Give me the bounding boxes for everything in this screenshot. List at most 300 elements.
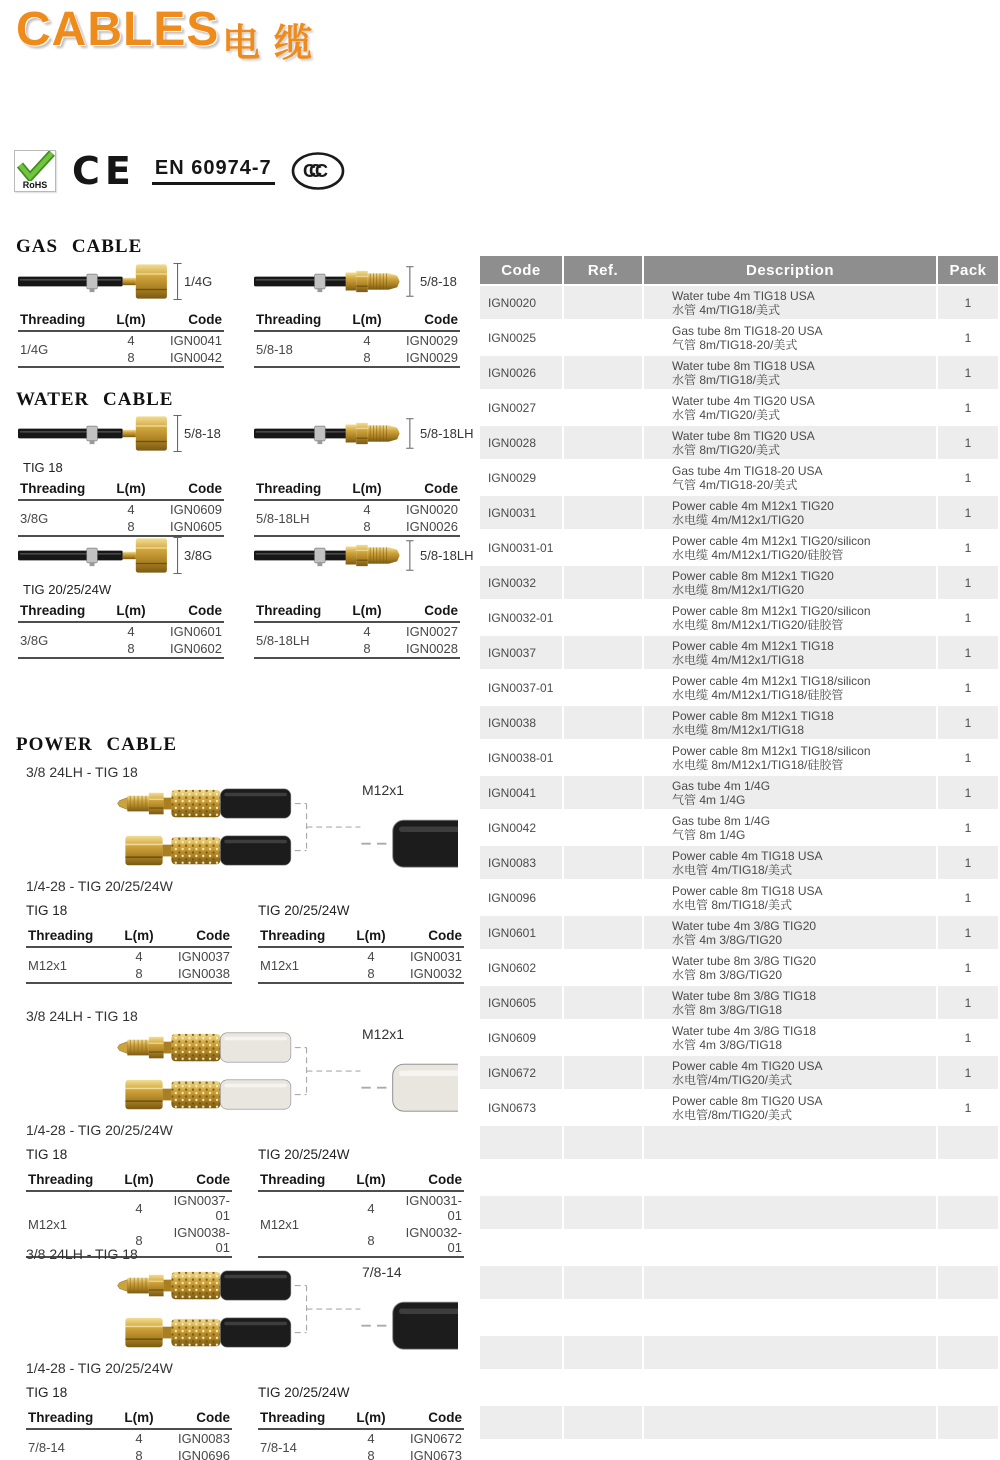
cell-pack: 1 [938, 601, 998, 634]
table-row: 7/8-14 4 IGN0083 [26, 1429, 232, 1447]
catalog-panel [478, 254, 1000, 1460]
cable-male-fitting-image [254, 260, 434, 303]
cell-code: IGN0032 [480, 566, 562, 599]
cell-code: IGN0041 [480, 776, 562, 809]
product-code: IGN0673 [409, 1448, 462, 1460]
description-en: Water tube 4m 3/8G TIG20 [672, 918, 817, 933]
description-en: Power cable 8m M12x1 TIG18/silicon [672, 743, 871, 758]
mini-table: Threading L(m) Code M12x1 4 IGN0031 8 IGN0032 [258, 927, 464, 984]
product-panel [18, 412, 244, 537]
table-caption: TIG 20/25/24W [258, 1147, 350, 1162]
catalog-body [480, 286, 998, 1460]
cell-pack: 1 [938, 671, 998, 704]
description-zh: 水电缆 8m/M12x1/TIG20 [672, 582, 805, 597]
certification-row [14, 148, 345, 194]
cell-ref [564, 566, 642, 599]
description-en: Gas tube 8m 1/4G [672, 813, 771, 828]
description-en: Water tube 4m TIG18 USA [672, 288, 815, 303]
table-row: 8 IGN0038 [135, 966, 230, 981]
cell-ref [564, 601, 642, 634]
cell-code: IGN0026 [480, 356, 562, 389]
table-row-empty [480, 1371, 998, 1404]
mini-table: Threading L(m) Code 3/8G 4 IGN0609 8 IGN0605 [18, 480, 224, 537]
cell-ref [564, 1091, 642, 1124]
table-row-empty [480, 1266, 998, 1299]
product-code: IGN0601 [169, 624, 222, 639]
mini-table: Threading L(m) Code 5/8-18 4 IGN0029 8 IGN0029 [254, 311, 460, 368]
cell-ref [564, 986, 642, 1019]
product-code: IGN0609 [169, 502, 222, 517]
power-cable-group [16, 1246, 474, 1460]
cell-ref [564, 1021, 642, 1054]
product-code: IGN0031 [409, 949, 462, 964]
cable-image [18, 412, 244, 460]
page-title: CABLES [16, 3, 220, 56]
cell-description [644, 531, 936, 564]
section-heading-water: WATER CABLE [16, 389, 174, 410]
table-row [480, 356, 998, 389]
cell-code: IGN0038 [480, 706, 562, 739]
cell-ref [564, 636, 642, 669]
table-row [480, 1091, 998, 1124]
cell-pack: 1 [938, 706, 998, 739]
description-en: Power cable 8m M12x1 TIG18 [672, 708, 834, 723]
description-en: Power cable 8m TIG20 USA [672, 1093, 823, 1108]
table-row [480, 531, 998, 564]
fitting-label-top: 3/8 24LH - TIG 18 [26, 764, 138, 780]
cell-description [644, 811, 936, 844]
product-code: IGN0038 [177, 966, 230, 981]
mini-table: Threading L(m) Code 7/8-14 4 IGN0083 8 IGN0696 [26, 1409, 232, 1460]
torch-caption [254, 582, 480, 599]
table-row: 8 IGN0605 [127, 519, 222, 534]
table-row: 3/8G 4 IGN0601 [18, 622, 224, 640]
mini-table: Threading L(m) Code M12x1 4 IGN0037-01 8 IGN0038-01 [26, 1171, 232, 1258]
table-row-empty [480, 1301, 998, 1334]
fitting-label: 5/8-18 [420, 274, 457, 289]
table-row: M12x1 4 IGN0031 [258, 947, 464, 965]
cable-image [18, 260, 244, 308]
cell-pack: 1 [938, 391, 998, 424]
ccc-icon [291, 151, 345, 191]
description-zh: 水电缆 8m/M12x1/TIG20/硅胶管 [672, 617, 844, 632]
table-row [480, 951, 998, 984]
fitting-label: 5/8-18LH [420, 426, 474, 441]
table-row-empty [480, 1231, 998, 1264]
threading-value: M12x1 [28, 1216, 68, 1232]
product-panel [254, 412, 480, 537]
cell-code: IGN0609 [480, 1021, 562, 1054]
cell-code: IGN0038-01 [480, 741, 562, 774]
description-en: Water tube 8m TIG20 USA [672, 428, 815, 443]
mini-table: Threading L(m) Code 1/4G 4 IGN0041 8 IGN0042 [18, 311, 224, 368]
table-row [480, 881, 998, 914]
fitting-label-top: 3/8 24LH - TIG 18 [26, 1008, 138, 1024]
cell-ref [564, 881, 642, 914]
cell-ref [564, 741, 642, 774]
fitting-label-bottom: 1/4-28 - TIG 20/25/24W [26, 878, 173, 894]
table-row-empty [480, 1441, 998, 1460]
cell-ref [564, 286, 642, 319]
cell-pack: 1 [938, 426, 998, 459]
cell-pack: 1 [938, 496, 998, 529]
description-zh: 气管 4m 1/4G [672, 792, 746, 807]
description-en: Power cable 4m M12x1 TIG18 [672, 638, 834, 653]
description-en: Power cable 8m TIG18 USA [672, 883, 823, 898]
cable-image [18, 534, 244, 582]
table-row: 8 IGN0602 [127, 641, 222, 656]
cell-ref [564, 321, 642, 354]
product-code: IGN0032-01 [405, 1225, 462, 1255]
cell-ref [564, 356, 642, 389]
table-row: 3/8G 4 IGN0609 [18, 500, 224, 518]
cell-ref [564, 846, 642, 879]
fitting-label: 5/8-18LH [420, 548, 474, 563]
mini-table: Threading L(m) Code 3/8G 4 IGN0601 8 IGN0602 [18, 602, 224, 659]
cell-pack: 1 [938, 741, 998, 774]
column-header-code: Code [480, 256, 562, 284]
cell-ref [564, 531, 642, 564]
table-row [480, 1056, 998, 1089]
table-row [480, 741, 998, 774]
table-row: 8 IGN0032-01 [367, 1225, 462, 1255]
table-row [480, 846, 998, 879]
threading-value: 7/8-14 [260, 1439, 297, 1455]
product-code: IGN0026 [405, 519, 458, 534]
description-zh: 水管 8m 3/8G/TIG20 [672, 967, 783, 982]
product-code: IGN0020 [405, 502, 458, 517]
description-zh: 气管 8m 1/4G [672, 827, 746, 842]
table-row [480, 321, 998, 354]
cell-ref [564, 426, 642, 459]
cell-ref [564, 1056, 642, 1089]
cell-description [644, 881, 936, 914]
cell-description [644, 356, 936, 389]
table-caption: TIG 20/25/24W [258, 1385, 350, 1400]
power-cable-group [16, 764, 474, 996]
table-row [480, 426, 998, 459]
table-row [480, 706, 998, 739]
cell-pack: 1 [938, 356, 998, 389]
table-row: 5/8-18 4 IGN0029 [254, 331, 460, 349]
cell-pack: 1 [938, 776, 998, 809]
cell-code: IGN0032-01 [480, 601, 562, 634]
power-cable-group [16, 1008, 474, 1255]
fitting-label-right: 7/8-14 [362, 1264, 402, 1280]
cable-hex-fitting-image [18, 534, 198, 577]
cell-code: IGN0020 [480, 286, 562, 319]
rohs-label: RoHS [22, 180, 48, 190]
cell-description [644, 286, 936, 319]
table-row: 8 IGN0696 [26, 1447, 232, 1460]
mini-table: Threading L(m) Code 5/8-18LH 4 IGN0020 8 IGN0026 [254, 480, 460, 537]
product-code: IGN0672 [409, 1431, 462, 1446]
threading-value: 5/8-18LH [256, 510, 310, 526]
table-row [480, 776, 998, 809]
column-header-ref: Ref. [564, 256, 642, 284]
cell-ref [564, 776, 642, 809]
table-row: M12x1 4 IGN0037-01 [26, 1191, 232, 1224]
cable-hex-fitting-image [18, 260, 198, 303]
mini-table: Threading L(m) Code 7/8-14 4 IGN0672 8 IGN0673 [258, 1409, 464, 1460]
threading-value: M12x1 [28, 957, 68, 973]
description-zh: 水电缆 4m/M12x1/TIG20/硅胶管 [672, 547, 844, 562]
cell-description [644, 1056, 936, 1089]
threading-value: 7/8-14 [28, 1439, 65, 1455]
product-code: IGN0041 [169, 333, 222, 348]
cell-description [644, 426, 936, 459]
fitting-label: 3/8G [184, 548, 213, 563]
description-en: Water tube 4m 3/8G TIG18 [672, 1023, 817, 1038]
cell-pack: 1 [938, 951, 998, 984]
description-en: Power cable 4m TIG20 USA [672, 1058, 823, 1073]
description-en: Power cable 8m M12x1 TIG20 [672, 568, 834, 583]
cell-description [644, 916, 936, 949]
cell-description [644, 391, 936, 424]
table-row [480, 916, 998, 949]
description-en: Water tube 8m 3/8G TIG18 [672, 988, 817, 1003]
cell-code: IGN0096 [480, 881, 562, 914]
table-row-empty [480, 1126, 998, 1159]
cell-description [644, 461, 936, 494]
description-en: Water tube 8m TIG18 USA [672, 358, 815, 373]
cell-code: IGN0028 [480, 426, 562, 459]
cable-image [254, 260, 480, 308]
description-zh: 水管 4m 3/8G/TIG18 [672, 1037, 783, 1052]
mini-table: Threading L(m) Code 5/8-18LH 4 IGN0027 8 IGN0028 [254, 602, 460, 659]
cell-code: IGN0029 [480, 461, 562, 494]
table-row: M12x1 4 IGN0031-01 [258, 1191, 464, 1224]
page-title-chinese: 电缆 [222, 23, 327, 65]
cell-ref [564, 951, 642, 984]
table-row: 8 IGN0042 [127, 350, 222, 365]
cell-pack: 1 [938, 986, 998, 1019]
en-standard-label: EN 60974-7 [152, 157, 275, 185]
table-row: 8 IGN0038-01 [135, 1225, 230, 1255]
ce-mark-icon: CE [72, 149, 136, 193]
product-panel [254, 534, 480, 659]
cell-description [644, 986, 936, 1019]
fitting-label-bottom: 1/4-28 - TIG 20/25/24W [26, 1122, 173, 1138]
cell-pack: 1 [938, 321, 998, 354]
fitting-label-top: 3/8 24LH - TIG 18 [26, 1246, 138, 1262]
threading-value: 3/8G [20, 632, 49, 648]
cell-pack: 1 [938, 286, 998, 319]
cell-description [644, 496, 936, 529]
cell-description [644, 846, 936, 879]
product-panel [18, 534, 244, 659]
table-row [480, 496, 998, 529]
cell-code: IGN0031-01 [480, 531, 562, 564]
cell-code: IGN0025 [480, 321, 562, 354]
cell-pack: 1 [938, 566, 998, 599]
cell-description [644, 706, 936, 739]
description-en: Gas tube 4m 1/4G [672, 778, 771, 793]
table-row [480, 461, 998, 494]
description-zh: 水电管 4m/TIG18/美式 [672, 862, 793, 877]
fitting-label-bottom: 1/4-28 - TIG 20/25/24W [26, 1360, 173, 1376]
fitting-label-right: M12x1 [362, 782, 405, 798]
check-icon [15, 151, 55, 181]
section-heading-gas: GAS CABLE [16, 236, 143, 257]
cable-hex-fitting-image [18, 412, 198, 455]
cell-ref [564, 461, 642, 494]
cell-description [644, 1021, 936, 1054]
product-panel [18, 260, 244, 368]
description-zh: 水电管/4m/TIG20/美式 [672, 1072, 793, 1087]
threading-value: 1/4G [20, 341, 49, 357]
torch-caption: TIG 20/25/24W [23, 582, 112, 597]
cell-description [644, 321, 936, 354]
section-heading-power: POWER CABLE [16, 734, 177, 755]
column-header-pack: Pack [938, 256, 998, 284]
power-cable-groups [16, 764, 478, 1460]
cell-description [644, 951, 936, 984]
product-code: IGN0029 [405, 333, 458, 348]
cable-male-fitting-image [254, 412, 434, 455]
table-caption: TIG 18 [26, 1147, 68, 1162]
cell-ref [564, 811, 642, 844]
product-code: IGN0038-01 [173, 1225, 230, 1255]
description-en: Power cable 4m TIG18 USA [672, 848, 823, 863]
cell-code: IGN0602 [480, 951, 562, 984]
cell-ref [564, 706, 642, 739]
fitting-label: 1/4G [184, 274, 213, 289]
description-en: Water tube 4m TIG20 USA [672, 393, 815, 408]
rohs-icon [14, 150, 56, 192]
table-row: 5/8-18LH 4 IGN0020 [254, 500, 460, 518]
fitting-label-right: M12x1 [362, 1026, 405, 1042]
description-zh: 气管 4m/TIG18-20/美式 [672, 477, 798, 492]
description-en: Gas tube 4m TIG18-20 USA [672, 463, 823, 478]
table-row [480, 671, 998, 704]
table-row-empty [480, 1336, 998, 1369]
table-row: M12x1 4 IGN0037 [26, 947, 232, 965]
table-row [480, 1021, 998, 1054]
catalog-table [478, 254, 1000, 1460]
product-code: IGN0031-01 [405, 1193, 462, 1223]
description-zh: 水管 4m/TIG18/美式 [672, 302, 781, 317]
product-code: IGN0027 [405, 624, 458, 639]
cell-code: IGN0037 [480, 636, 562, 669]
cable-male-fitting-image [254, 534, 434, 577]
mini-table: Threading L(m) Code M12x1 4 IGN0031-01 8 IGN0032-01 [258, 1171, 464, 1258]
table-row-empty [480, 1196, 998, 1229]
cell-pack: 1 [938, 881, 998, 914]
description-en: Water tube 8m 3/8G TIG20 [672, 953, 817, 968]
product-code: IGN0083 [177, 1431, 230, 1446]
description-en: Gas tube 8m TIG18-20 USA [672, 323, 823, 338]
table-row-empty [480, 1161, 998, 1194]
threading-value: 3/8G [20, 510, 49, 526]
description-zh: 水电管/8m/TIG20/美式 [672, 1107, 793, 1122]
product-code: IGN0037-01 [173, 1193, 230, 1223]
table-row [480, 986, 998, 1019]
description-zh: 水电缆 8m/M12x1/TIG18/硅胶管 [672, 757, 844, 772]
table-row-empty [480, 1406, 998, 1439]
table-row: 8 IGN0673 [258, 1447, 464, 1460]
description-zh: 水管 4m 3/8G/TIG20 [672, 932, 783, 947]
cell-pack: 1 [938, 1091, 998, 1124]
product-code: IGN0029 [405, 350, 458, 365]
cell-code: IGN0601 [480, 916, 562, 949]
fitting-label: 5/8-18 [184, 426, 221, 441]
description-zh: 水电缆 8m/M12x1/TIG18 [672, 722, 805, 737]
cell-code: IGN0031 [480, 496, 562, 529]
description-en: Power cable 4m M12x1 TIG20/silicon [672, 533, 871, 548]
description-zh: 水管 4m/TIG20/美式 [672, 407, 781, 422]
description-zh: 水管 8m 3/8G/TIG18 [672, 1002, 783, 1017]
product-code: IGN0602 [169, 641, 222, 656]
cell-pack: 1 [938, 1021, 998, 1054]
cell-code: IGN0083 [480, 846, 562, 879]
description-zh: 水管 8m/TIG20/美式 [672, 442, 781, 457]
cell-description [644, 601, 936, 634]
description-zh: 气管 8m/TIG18-20/美式 [672, 337, 798, 352]
svg-text:CCC: CCC [302, 161, 321, 181]
cell-pack: 1 [938, 636, 998, 669]
table-caption: TIG 18 [26, 1385, 68, 1400]
threading-value: M12x1 [260, 1216, 300, 1232]
product-panel [254, 260, 480, 368]
cell-pack: 1 [938, 531, 998, 564]
table-caption: TIG 20/25/24W [258, 903, 350, 918]
catalog-header [480, 256, 998, 284]
cell-ref [564, 916, 642, 949]
torch-caption [254, 460, 480, 477]
table-row: 8 IGN0032 [367, 966, 462, 981]
cell-ref [564, 496, 642, 529]
product-code: IGN0032 [409, 966, 462, 981]
table-row [480, 391, 998, 424]
cell-code: IGN0042 [480, 811, 562, 844]
description-en: Power cable 4m M12x1 TIG20 [672, 498, 834, 513]
product-code: IGN0028 [405, 641, 458, 656]
description-en: Power cable 8m M12x1 TIG20/silicon [672, 603, 871, 618]
cell-pack: 1 [938, 916, 998, 949]
cell-description [644, 566, 936, 599]
cell-description [644, 1091, 936, 1124]
table-row [480, 636, 998, 669]
cell-description [644, 776, 936, 809]
cell-pack: 1 [938, 461, 998, 494]
cell-pack: 1 [938, 1056, 998, 1089]
cell-code: IGN0605 [480, 986, 562, 1019]
description-zh: 水电管 8m/TIG18/美式 [672, 897, 793, 912]
cell-code: IGN0673 [480, 1091, 562, 1124]
table-row [480, 286, 998, 319]
cable-image [254, 412, 480, 460]
cable-image [254, 534, 480, 582]
table-row: 8 IGN0029 [363, 350, 458, 365]
product-code: IGN0042 [169, 350, 222, 365]
product-code: IGN0696 [177, 1448, 230, 1460]
description-zh: 水电缆 4m/M12x1/TIG18/硅胶管 [672, 687, 844, 702]
cell-pack: 1 [938, 846, 998, 879]
table-row: 8 IGN0026 [363, 519, 458, 534]
table-row [480, 566, 998, 599]
product-code: IGN0037 [177, 949, 230, 964]
mini-table: Threading L(m) Code M12x1 4 IGN0037 8 IGN0038 [26, 927, 232, 984]
threading-value: 5/8-18 [256, 341, 293, 357]
torch-caption: TIG 18 [23, 460, 63, 475]
table-caption: TIG 18 [26, 903, 68, 918]
cell-ref [564, 671, 642, 704]
cell-ref [564, 391, 642, 424]
table-row: 7/8-14 4 IGN0672 [258, 1429, 464, 1447]
cell-description [644, 671, 936, 704]
table-row: 5/8-18LH 4 IGN0027 [254, 622, 460, 640]
